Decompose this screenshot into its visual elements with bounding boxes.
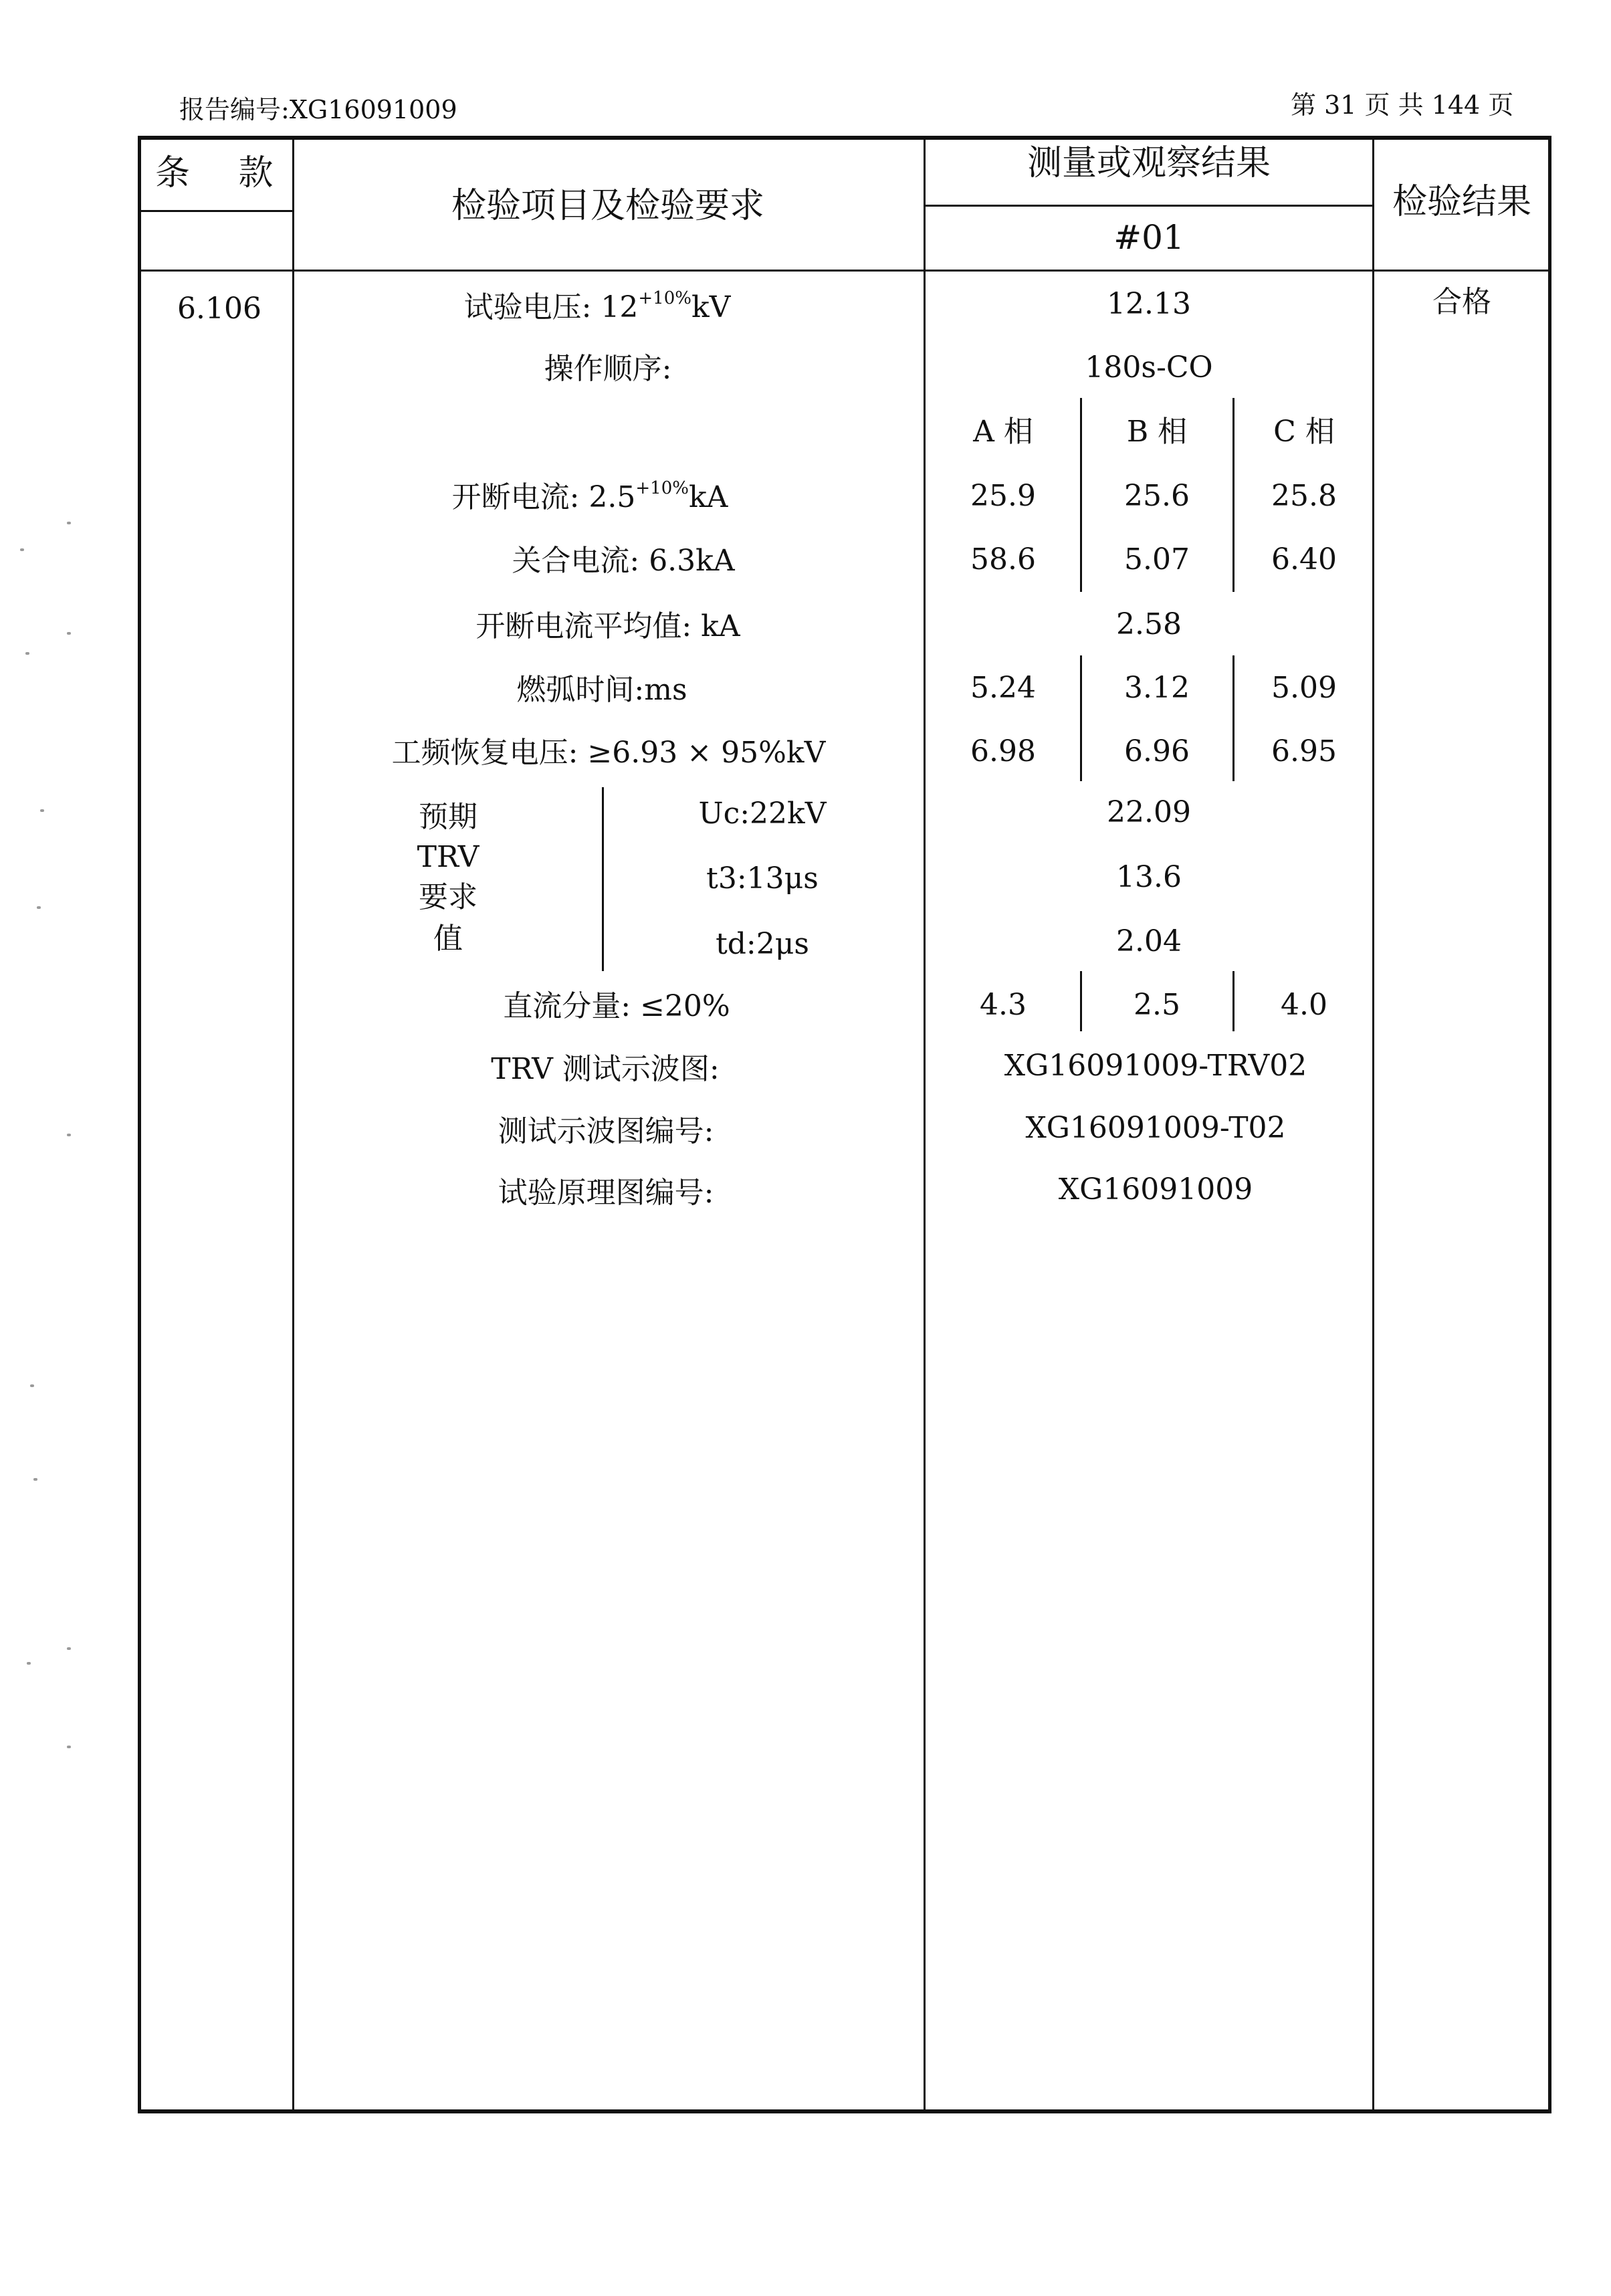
schematic-no-value: XG16091009 [1058, 1172, 1253, 1207]
trv-waveform-value: XG16091009-TRV02 [1004, 1049, 1307, 1083]
trv-group-label-1: 预期 [419, 800, 477, 834]
avg-break-value: 2.58 [1116, 607, 1182, 641]
table-left-border [138, 136, 141, 2113]
arcing-time-c: 5.09 [1271, 671, 1337, 705]
make-current-a: 58.6 [970, 542, 1036, 577]
dc-component-a: 4.3 [980, 988, 1027, 1022]
make-current-label: 关合电流: 6.3kA [512, 544, 735, 578]
trv-td-label: td:2μs [716, 927, 809, 961]
clause-value: 6.106 [177, 292, 261, 326]
scan-speck [67, 1746, 71, 1748]
sequence-label: 操作顺序: [544, 352, 672, 386]
dc-component-c: 4.0 [1281, 988, 1327, 1022]
scan-speck [33, 1478, 37, 1481]
dc-component-label: 直流分量: ≤20% [503, 989, 730, 1023]
arcing-time-label: 燃弧时间:ms [516, 673, 687, 707]
sequence-value: 180s-CO [1085, 350, 1213, 385]
trv-uc-label: Uc:22kV [698, 797, 827, 831]
waveform-no-label: 测试示波图编号: [498, 1114, 714, 1148]
scan-speck [37, 906, 41, 909]
col-sep-1 [292, 136, 294, 2112]
scan-speck [20, 548, 24, 551]
recovery-voltage-c: 6.95 [1271, 734, 1337, 768]
make-current-c: 6.40 [1271, 542, 1337, 577]
trv-group-separator [602, 787, 604, 971]
trv-group-label-4: 值 [433, 922, 463, 956]
scan-speck [67, 1134, 71, 1136]
arcing-time-b: 3.12 [1124, 671, 1190, 705]
scan-speck [67, 522, 71, 524]
make-current-b: 5.07 [1124, 542, 1190, 577]
recovery-voltage-label: 工频恢复电压: ≥6.93 × 95%kV [391, 736, 826, 770]
clause-header: 条 款 [155, 153, 292, 193]
clause-header-line [138, 210, 294, 212]
dc-component-b: 2.5 [1134, 988, 1180, 1022]
phase-b-header: B 相 [1126, 415, 1188, 449]
col-sep-3 [1372, 136, 1374, 2112]
phase-sep-bc-1 [1232, 398, 1234, 592]
break-current-label: 开断电流: $2.5^{+10\%}kA$ [451, 478, 728, 514]
trv-uc-value: 22.09 [1107, 795, 1191, 829]
trv-t3-label: t3:13μs [706, 861, 819, 896]
voltage-value: 12.13 [1107, 287, 1191, 321]
trv-group-label-2: TRV [417, 840, 479, 874]
phase-sep-ab-3 [1080, 971, 1082, 1031]
break-current-a: 25.9 [970, 479, 1036, 513]
col-sep-2 [924, 136, 926, 2112]
phase-sep-bc-3 [1232, 971, 1234, 1031]
avg-break-label: 开断电流平均值: kA [475, 609, 740, 643]
phase-sep-ab-2 [1080, 655, 1082, 781]
scan-speck [27, 1662, 31, 1665]
scan-speck [25, 652, 29, 655]
report-number: 报告编号:XG16091009 [179, 95, 457, 124]
trv-waveform-label: TRV 测试示波图: [491, 1052, 720, 1086]
waveform-no-value: XG16091009-T02 [1025, 1111, 1286, 1145]
measure-header-line [924, 205, 1374, 207]
page-info: 第 31 页 共 144 页 [1291, 90, 1514, 120]
break-current-b: 25.6 [1124, 479, 1190, 513]
table-top-border [138, 136, 1551, 140]
recovery-voltage-a: 6.98 [970, 734, 1036, 768]
verdict-header: 检验结果 [1392, 182, 1532, 222]
header-bottom-line [138, 270, 1551, 272]
item-requirement-header: 检验项目及检验要求 [451, 186, 765, 226]
recovery-voltage-b: 6.96 [1124, 734, 1190, 768]
verdict-value: 合格 [1432, 285, 1491, 319]
trv-group-label-3: 要求 [419, 880, 477, 914]
phase-sep-bc-2 [1232, 655, 1234, 781]
phase-sep-ab-1 [1080, 398, 1082, 592]
table-bottom-border [138, 2109, 1551, 2113]
schematic-no-label: 试验原理图编号: [498, 1176, 714, 1210]
phase-c-header: C 相 [1273, 415, 1335, 449]
table-right-border [1548, 136, 1551, 2113]
arcing-time-a: 5.24 [970, 671, 1036, 705]
scan-speck [67, 1647, 71, 1650]
scan-speck [30, 1384, 34, 1387]
trv-td-value: 2.04 [1116, 924, 1182, 958]
voltage-label: 试验电压: $12^{+10\%}kV$ [463, 288, 731, 324]
sample-header: #01 [1113, 218, 1184, 257]
trv-t3-value: 13.6 [1116, 860, 1182, 894]
scan-speck [67, 632, 71, 635]
break-current-c: 25.8 [1271, 479, 1337, 513]
measurement-header: 测量或观察结果 [1027, 143, 1271, 183]
scan-speck [40, 809, 44, 812]
phase-a-header: A 相 [973, 415, 1033, 449]
